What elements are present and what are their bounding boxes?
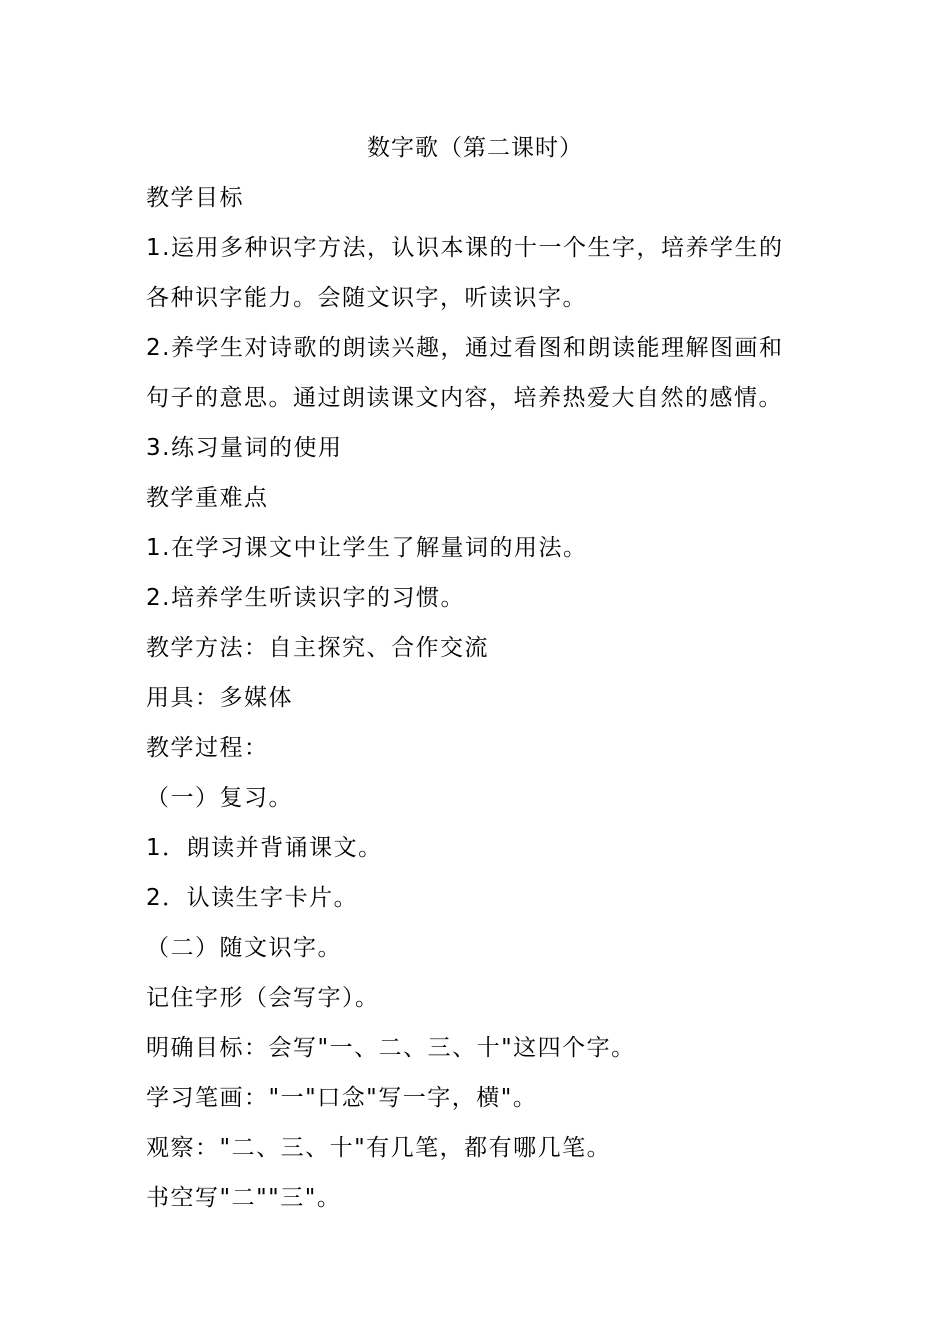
paragraph-line: （二）随文识字。 [146, 935, 342, 961]
paragraph-line: 书空写"二""三"。 [146, 1185, 342, 1211]
heading-teaching-process: 教学过程： [146, 735, 269, 761]
paragraph-line: 学习笔画："一"口念"写一字，横"。 [146, 1085, 538, 1111]
paragraph-line: 记住字形（会写字）。 [146, 985, 380, 1011]
paragraph-line: 观察："二、三、十"有几笔，都有哪几笔。 [146, 1135, 612, 1161]
paragraph-line: 2.培养学生听读识字的习惯。 [146, 585, 465, 611]
paragraph-line: （一）复习。 [146, 785, 293, 811]
paragraph-line: 2．认读生字卡片。 [146, 885, 359, 911]
heading-teaching-goals: 教学目标 [146, 185, 244, 211]
heading-key-difficulties: 教学重难点 [146, 485, 269, 511]
paragraph-line: 明确目标：会写"一、二、三、十"这四个字。 [146, 1035, 636, 1061]
paragraph-line: 句子的意思。通过朗读课文内容，培养热爱大自然的感情。 [146, 385, 783, 411]
paragraph-line: 3.练习量词的使用 [146, 435, 343, 461]
paragraph-line: 1．朗读并背诵课文。 [146, 835, 383, 861]
paragraph-line: 各种识字能力。会随文识字，听读识字。 [146, 285, 587, 311]
document-title: 数字歌（第二课时） [367, 135, 583, 161]
paragraph-line: 1.运用多种识字方法，认识本课的十一个生字，培养学生的 [146, 235, 784, 261]
paragraph-line: 教学方法：自主探究、合作交流 [146, 635, 489, 661]
paragraph-line: 用具：多媒体 [146, 685, 293, 711]
paragraph-line: 2.养学生对诗歌的朗读兴趣，通过看图和朗读能理解图画和 [146, 335, 784, 361]
paragraph-line: 1.在学习课文中让学生了解量词的用法。 [146, 535, 588, 561]
